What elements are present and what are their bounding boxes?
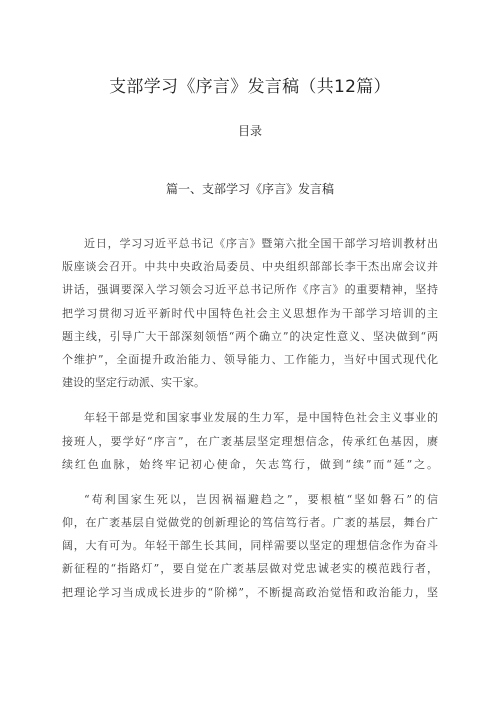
text-line: 新征程的“指路灯”，要自觉在广袤基层做对党忠诚老实的模范践行者， [62,562,438,576]
toc-heading: 目录 [237,124,262,138]
paragraph-3 [62,488,438,604]
body-text [62,232,438,616]
text-line: 把学习贯彻习近平新时代中国特色社会主义思想作为干部学习培训的主 [62,306,438,320]
document-title: 支部学习《序言》发言稿（共12篇） [109,77,391,97]
text-line: 仰，在广袤基层自觉做党的创新理论的笃信笃行者。广袤的基层，舞台广 [62,516,438,530]
text-line: 续红色血脉，始终牢记初心使命，矢志笃行，做到“续”而“延”之。 [62,457,438,471]
text-line: “苟利国家生死以，岂因祸福避趋之”，要根植“坚如磐石”的信 [84,492,438,506]
text-line: 把理论学习当成成长进步的“阶梯”，不断提高政治觉悟和政治能力，坚 [62,585,438,599]
text-line: 建设的坚定行动派、实干家。 [62,376,205,390]
text-line: 阔，大有可为。年轻干部生长其间，同样需要以坚定的理想信念作为奋斗 [62,539,438,553]
text-line: 年轻干部是党和国家事业发展的生力军，是中国特色社会主义事业的 [84,411,438,425]
text-line: 版座谈会召开。中共中央政治局委员、中央组织部部长李干杰出席会议并 [62,260,438,274]
paragraph-2 [62,406,438,476]
paragraph-1 [62,232,438,394]
text-line: 题主线，引导广大干部深刻领悟“两个确立”的决定性意义、坚决做到“两 [62,329,438,343]
text-line: 接班人，要学好“序言”，在广袤基层坚定理想信念，传承红色基因，赓 [62,434,438,448]
text-line: 讲话，强调要深入学习领会习近平总书记所作《序言》的重要精神，坚持 [62,283,438,297]
section-heading: 篇一、支部学习《序言》发言稿 [165,182,334,196]
text-line: 个维护”，全面提升政治能力、领导能力、工作能力，当好中国式现代化 [62,352,438,366]
text-line: 近日，学习习近平总书记《序言》暨第六批全国干部学习培训教材出 [84,237,438,250]
